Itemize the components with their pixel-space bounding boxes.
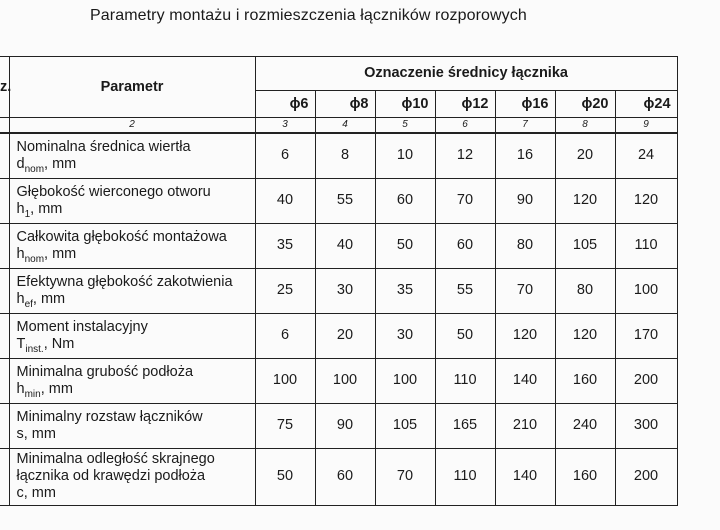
value-cell: 300 (615, 403, 677, 448)
value-cell: 90 (315, 403, 375, 448)
table-row (0, 313, 677, 358)
value-cell: 165 (435, 403, 495, 448)
value-cell: 60 (375, 178, 435, 223)
diameter-header: ϕ10 (375, 91, 435, 118)
parameter-cell: Minimalny rozstaw łączników s, mm (9, 403, 255, 448)
parameter-cell: Efektywna głębokość zakotwienia $h_{ef}$, mm (9, 268, 255, 313)
value-cell: 110 (615, 223, 677, 268)
value-cell: 10 (375, 133, 435, 178)
value-cell: 6 (255, 133, 315, 178)
value-cell: 120 (555, 313, 615, 358)
value-cell: 60 (435, 223, 495, 268)
value-cell: 90 (495, 178, 555, 223)
parameter-cell: Całkowita głębokość montażowa $h_{nom}$, mm (9, 223, 255, 268)
value-cell: 100 (615, 268, 677, 313)
table-row (0, 178, 677, 223)
table-row (0, 448, 677, 505)
value-cell: 210 (495, 403, 555, 448)
value-cell: 100 (315, 358, 375, 403)
diameter-header: ϕ16 (495, 91, 555, 118)
column-number: 4 (315, 118, 375, 134)
value-cell: 25 (255, 268, 315, 313)
value-cell: 100 (375, 358, 435, 403)
value-cell: 105 (555, 223, 615, 268)
value-cell: 200 (615, 358, 677, 403)
value-cell: 200 (615, 448, 677, 505)
value-cell: 160 (555, 358, 615, 403)
diameter-header: ϕ12 (435, 91, 495, 118)
table-row (0, 403, 677, 448)
value-cell: 120 (555, 178, 615, 223)
value-cell: 105 (375, 403, 435, 448)
value-cell: 75 (255, 403, 315, 448)
column-number: 6 (435, 118, 495, 134)
value-cell: 40 (255, 178, 315, 223)
column-number (0, 118, 9, 134)
column-number: 8 (555, 118, 615, 134)
value-cell: 140 (495, 448, 555, 505)
value-cell: 120 (615, 178, 677, 223)
diameter-header: ϕ24 (615, 91, 677, 118)
parameter-cell: Minimalna grubość podłoża $h_{min}$, mm (9, 358, 255, 403)
value-cell: 16 (495, 133, 555, 178)
column-number: 5 (375, 118, 435, 134)
value-cell: 20 (315, 313, 375, 358)
value-cell: 8 (315, 133, 375, 178)
diameter-group-header: Oznaczenie średnicy łącznika (255, 57, 677, 91)
table-row (0, 268, 677, 313)
diameter-header: ϕ6 (255, 91, 315, 118)
value-cell: 240 (555, 403, 615, 448)
param-header: Parametr (9, 57, 255, 118)
diameter-header: ϕ20 (555, 91, 615, 118)
value-cell: 110 (435, 358, 495, 403)
value-cell: 35 (375, 268, 435, 313)
value-cell: 30 (315, 268, 375, 313)
value-cell: 55 (315, 178, 375, 223)
parameter-cell: Minimalna odległość skrajnego łącznika od krawędzi podłoża c, mm (9, 448, 255, 505)
value-cell: 140 (495, 358, 555, 403)
value-cell: 50 (375, 223, 435, 268)
table-row (0, 133, 677, 178)
value-cell: 110 (435, 448, 495, 505)
value-cell: 30 (375, 313, 435, 358)
value-cell: 6 (255, 313, 315, 358)
value-cell: 12 (435, 133, 495, 178)
value-cell: 170 (615, 313, 677, 358)
table-row (0, 358, 677, 403)
column-number: 7 (495, 118, 555, 134)
value-cell: 20 (555, 133, 615, 178)
value-cell: 60 (315, 448, 375, 505)
value-cell: 40 (315, 223, 375, 268)
column-number: 2 (9, 118, 255, 134)
anchor-parameters-table (0, 56, 678, 506)
value-cell: 50 (435, 313, 495, 358)
value-cell: 100 (255, 358, 315, 403)
value-cell: 55 (435, 268, 495, 313)
parameter-cell: Głębokość wierconego otworu $h_1$, mm (9, 178, 255, 223)
value-cell: 80 (555, 268, 615, 313)
value-cell: 50 (255, 448, 315, 505)
value-cell: 24 (615, 133, 677, 178)
value-cell: 70 (375, 448, 435, 505)
value-cell: 80 (495, 223, 555, 268)
parameter-cell: Nominalna średnica wiertła $d_{nom}$, mm (9, 133, 255, 178)
parameter-cell: Moment instalacyjny $T_{inst.}$, Nm (9, 313, 255, 358)
value-cell: 70 (495, 268, 555, 313)
document-title: Parametry montażu i rozmieszczenia łączników rozporowych (90, 7, 527, 24)
table-row (0, 223, 677, 268)
value-cell: 35 (255, 223, 315, 268)
value-cell: 70 (435, 178, 495, 223)
value-cell: 120 (495, 313, 555, 358)
column-number: 3 (255, 118, 315, 134)
column-number: 9 (615, 118, 677, 134)
value-cell: 160 (555, 448, 615, 505)
lp-header: z. (0, 57, 9, 118)
diameter-header: ϕ8 (315, 91, 375, 118)
